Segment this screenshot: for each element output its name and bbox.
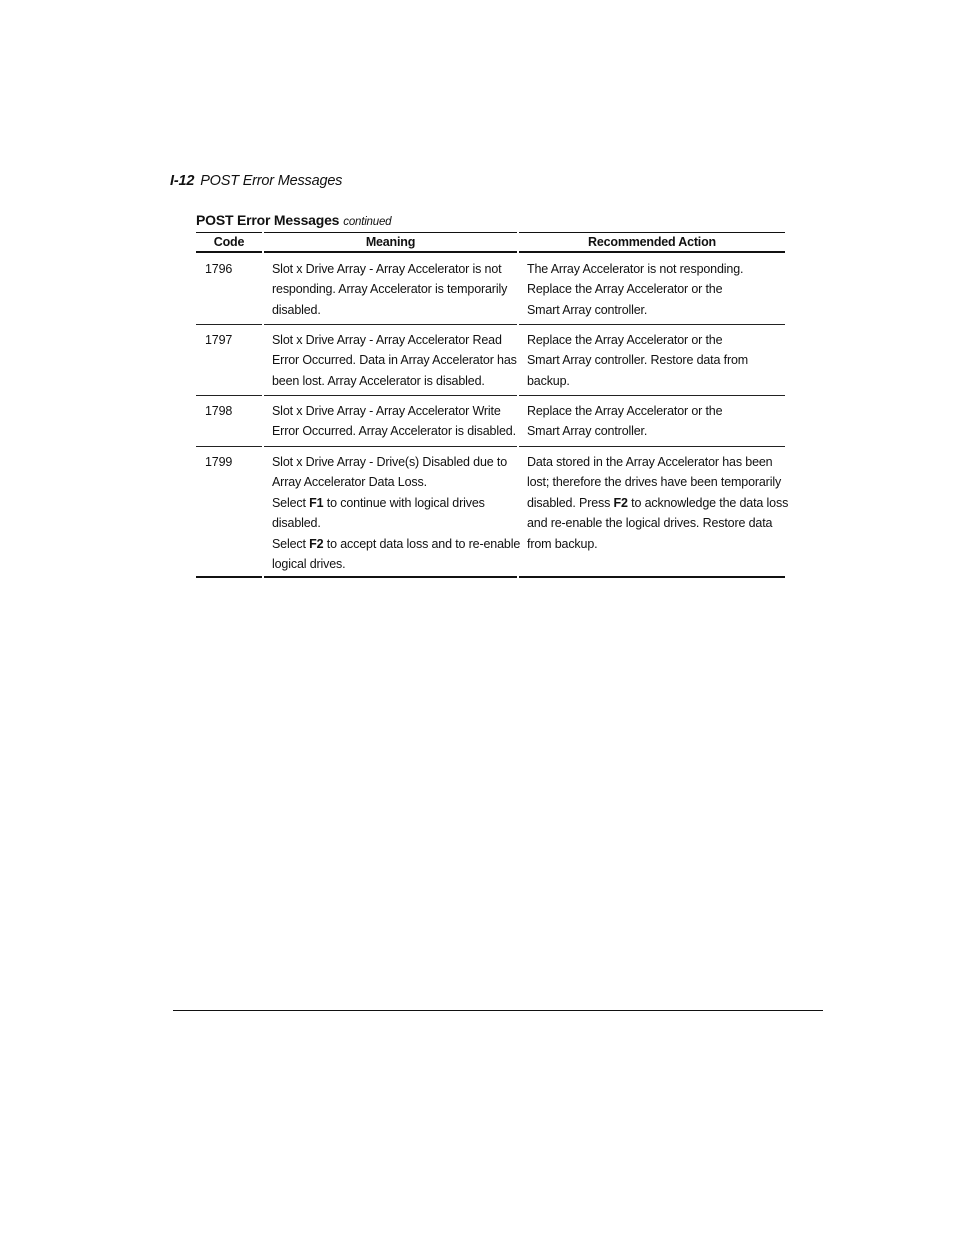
- meaning-text: to accept data loss and to re-enable: [323, 536, 521, 551]
- row-divider: [264, 324, 517, 325]
- meaning-line: responding. Array Accelerator is temporarily: [272, 282, 508, 297]
- meaning-text: Select: [272, 536, 310, 551]
- action-line: and re-enable the logical drives. Restore data: [527, 516, 773, 531]
- section-title: POST Error Messages: [200, 173, 343, 189]
- table-bottom-rule: [519, 576, 785, 578]
- meaning-line: been lost. Array Accelerator is disabled.: [272, 373, 485, 388]
- table-caption: [196, 212, 391, 228]
- action-line: Replace the Array Accelerator or the: [527, 282, 723, 297]
- row-divider: [519, 324, 785, 325]
- row-divider: [519, 395, 785, 396]
- meaning-line: Slot x Drive Array - Drive(s) Disabled due to: [272, 455, 507, 469]
- action-line: backup.: [527, 373, 570, 388]
- table-row-meaning: [272, 259, 507, 320]
- column-header-code: Code: [196, 232, 262, 253]
- table-bottom-rule: [196, 576, 262, 578]
- row-divider: [519, 446, 785, 447]
- action-text: to acknowledge the data loss: [627, 495, 789, 510]
- action-line: [527, 493, 788, 513]
- meaning-line: disabled.: [272, 516, 321, 531]
- row-divider: [196, 324, 262, 325]
- table-row-action: [527, 401, 722, 442]
- action-line: Replace the Array Accelerator or the: [527, 333, 723, 347]
- footer-divider: [173, 1010, 823, 1011]
- table-continued-label: continued: [343, 216, 392, 228]
- meaning-line: Error Occurred. Data in Array Accelerator has: [272, 353, 517, 368]
- action-line: Data stored in the Array Accelerator has been: [527, 455, 773, 469]
- meaning-line: Error Occurred. Array Accelerator is disabled.: [272, 424, 516, 439]
- table-row-code: 1796: [205, 262, 233, 276]
- table-title: POST Error Messages: [196, 212, 340, 228]
- table-row-code: 1798: [205, 404, 233, 418]
- action-line: Smart Array controller. Restore data from: [527, 353, 749, 368]
- table-row-code: 1797: [205, 333, 233, 347]
- action-line: from backup.: [527, 536, 598, 551]
- column-header-meaning: Meaning: [264, 232, 517, 253]
- action-line: Replace the Array Accelerator or the: [527, 404, 723, 418]
- meaning-line: [272, 534, 520, 554]
- table-row-action: [527, 452, 788, 554]
- meaning-line: logical drives.: [272, 557, 346, 572]
- table-row-meaning: [272, 330, 517, 391]
- row-divider: [196, 395, 262, 396]
- table-row-action: [527, 330, 748, 391]
- table-row-code: 1799: [205, 455, 233, 469]
- table-row-action: [527, 259, 743, 320]
- table-bottom-rule: [264, 576, 517, 578]
- meaning-line: Slot x Drive Array - Array Accelerator Read: [272, 333, 502, 347]
- row-divider: [264, 395, 517, 396]
- meaning-line: [272, 493, 520, 513]
- action-line: The Array Accelerator is not responding.: [527, 262, 744, 276]
- action-line: Smart Array controller.: [527, 424, 648, 439]
- action-line: Smart Array controller.: [527, 302, 648, 317]
- running-header: [170, 173, 342, 189]
- meaning-text: Select: [272, 495, 310, 510]
- function-key-label: F2: [309, 536, 324, 551]
- function-key-label: F2: [613, 495, 628, 510]
- meaning-line: Slot x Drive Array - Array Accelerator is not: [272, 262, 502, 276]
- function-key-label: F1: [309, 495, 324, 510]
- action-line: lost; therefore the drives have been temporarily: [527, 475, 782, 490]
- meaning-text: to continue with logical drives: [323, 495, 485, 510]
- table-row-meaning: [272, 401, 516, 442]
- page-number: I-12: [170, 173, 195, 189]
- row-divider: [196, 446, 262, 447]
- table-row-meaning: [272, 452, 520, 574]
- meaning-line: disabled.: [272, 302, 321, 317]
- column-header-action: Recommended Action: [519, 232, 785, 253]
- action-text: disabled. Press: [527, 495, 614, 510]
- meaning-line: Slot x Drive Array - Array Accelerator Write: [272, 404, 501, 418]
- row-divider: [264, 446, 517, 447]
- meaning-line: Array Accelerator Data Loss.: [272, 475, 427, 490]
